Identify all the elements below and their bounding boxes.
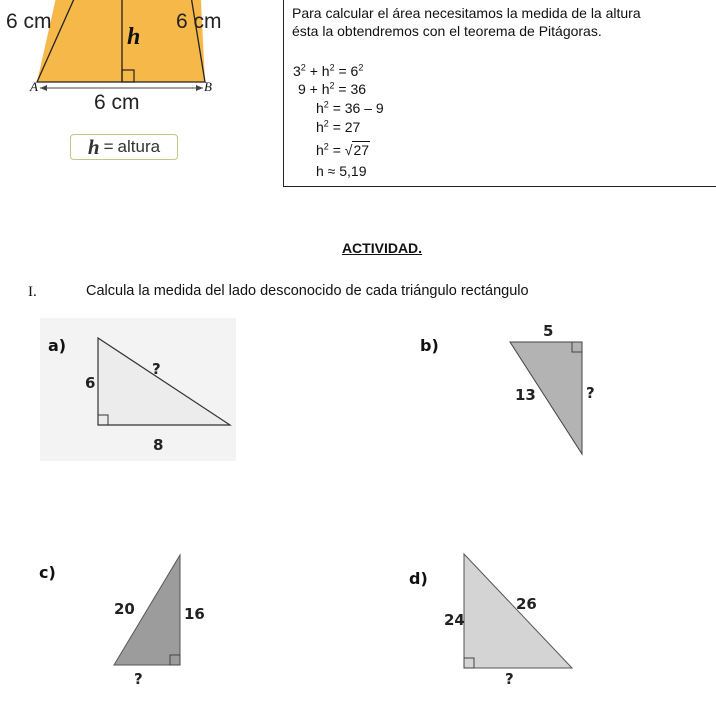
altura-word: altura xyxy=(117,137,161,156)
exercise-c-leg: 16 xyxy=(184,605,205,623)
exercise-a-label: a) xyxy=(48,336,67,355)
equation-5: $h^2 = √27$ xyxy=(316,141,370,158)
exercise-a-hyp: ? xyxy=(152,360,161,378)
activity-instruction: Calcula la medida del lado desconocido de cada triángulo rectángulo xyxy=(86,283,529,299)
equation-1: $3^2 + h^2 = 6^2$ xyxy=(293,62,364,79)
exercise-d-leg: 24 xyxy=(444,611,465,629)
triangle-d xyxy=(450,550,590,680)
base-arrow-left xyxy=(40,85,47,91)
equation-6: h ≈ 5,19 xyxy=(316,163,367,179)
height-label: h xyxy=(127,24,141,50)
exercise-b-unknown: ? xyxy=(586,384,595,402)
section-number: I. xyxy=(28,284,37,300)
exercise-c-hyp: 20 xyxy=(114,600,135,618)
triangle-b xyxy=(500,330,600,490)
vertex-b-label: B xyxy=(204,79,212,94)
base-arrow-right xyxy=(196,85,203,91)
altura-legend xyxy=(70,134,178,160)
exercise-d-unknown: ? xyxy=(505,670,514,688)
explanation-line-2: ésta la obtendremos con el teorema de Pitágoras. xyxy=(292,23,602,39)
exercise-c-unknown: ? xyxy=(134,670,143,688)
exercise-d-label: d) xyxy=(409,569,428,588)
activity-title: ACTIVIDAD. xyxy=(341,240,423,256)
explanation-line-1: Para calcular el área necesitamos la medida de la altura xyxy=(292,5,641,21)
triangle-a xyxy=(40,318,240,468)
left-side-label: 6 cm xyxy=(6,10,52,33)
vertex-a-label: A xyxy=(30,79,38,94)
equation-4: $h^2 = 27$ xyxy=(316,118,361,135)
exercise-d-hyp: 26 xyxy=(516,595,537,613)
square-root: √27 xyxy=(344,142,370,158)
altura-eq: = xyxy=(103,137,114,156)
exercise-b-hyp: 13 xyxy=(515,386,536,404)
exercise-a-leg-vertical: 6 xyxy=(85,374,96,392)
altura-var: h xyxy=(87,134,100,159)
exercise-b-label: b) xyxy=(420,336,439,355)
exercise-b-top: 5 xyxy=(543,322,554,340)
equation-2: $9 + h^2 = 36$ xyxy=(298,80,367,97)
explanation-text xyxy=(292,4,716,40)
equation-3: $h^2 = 36 - 9$ xyxy=(316,99,384,116)
exercise-c-label: c) xyxy=(39,563,56,582)
base-label: 6 cm xyxy=(94,91,140,114)
exercise-a-leg-horizontal: 8 xyxy=(153,436,164,454)
right-side-label: 6 cm xyxy=(176,10,222,33)
